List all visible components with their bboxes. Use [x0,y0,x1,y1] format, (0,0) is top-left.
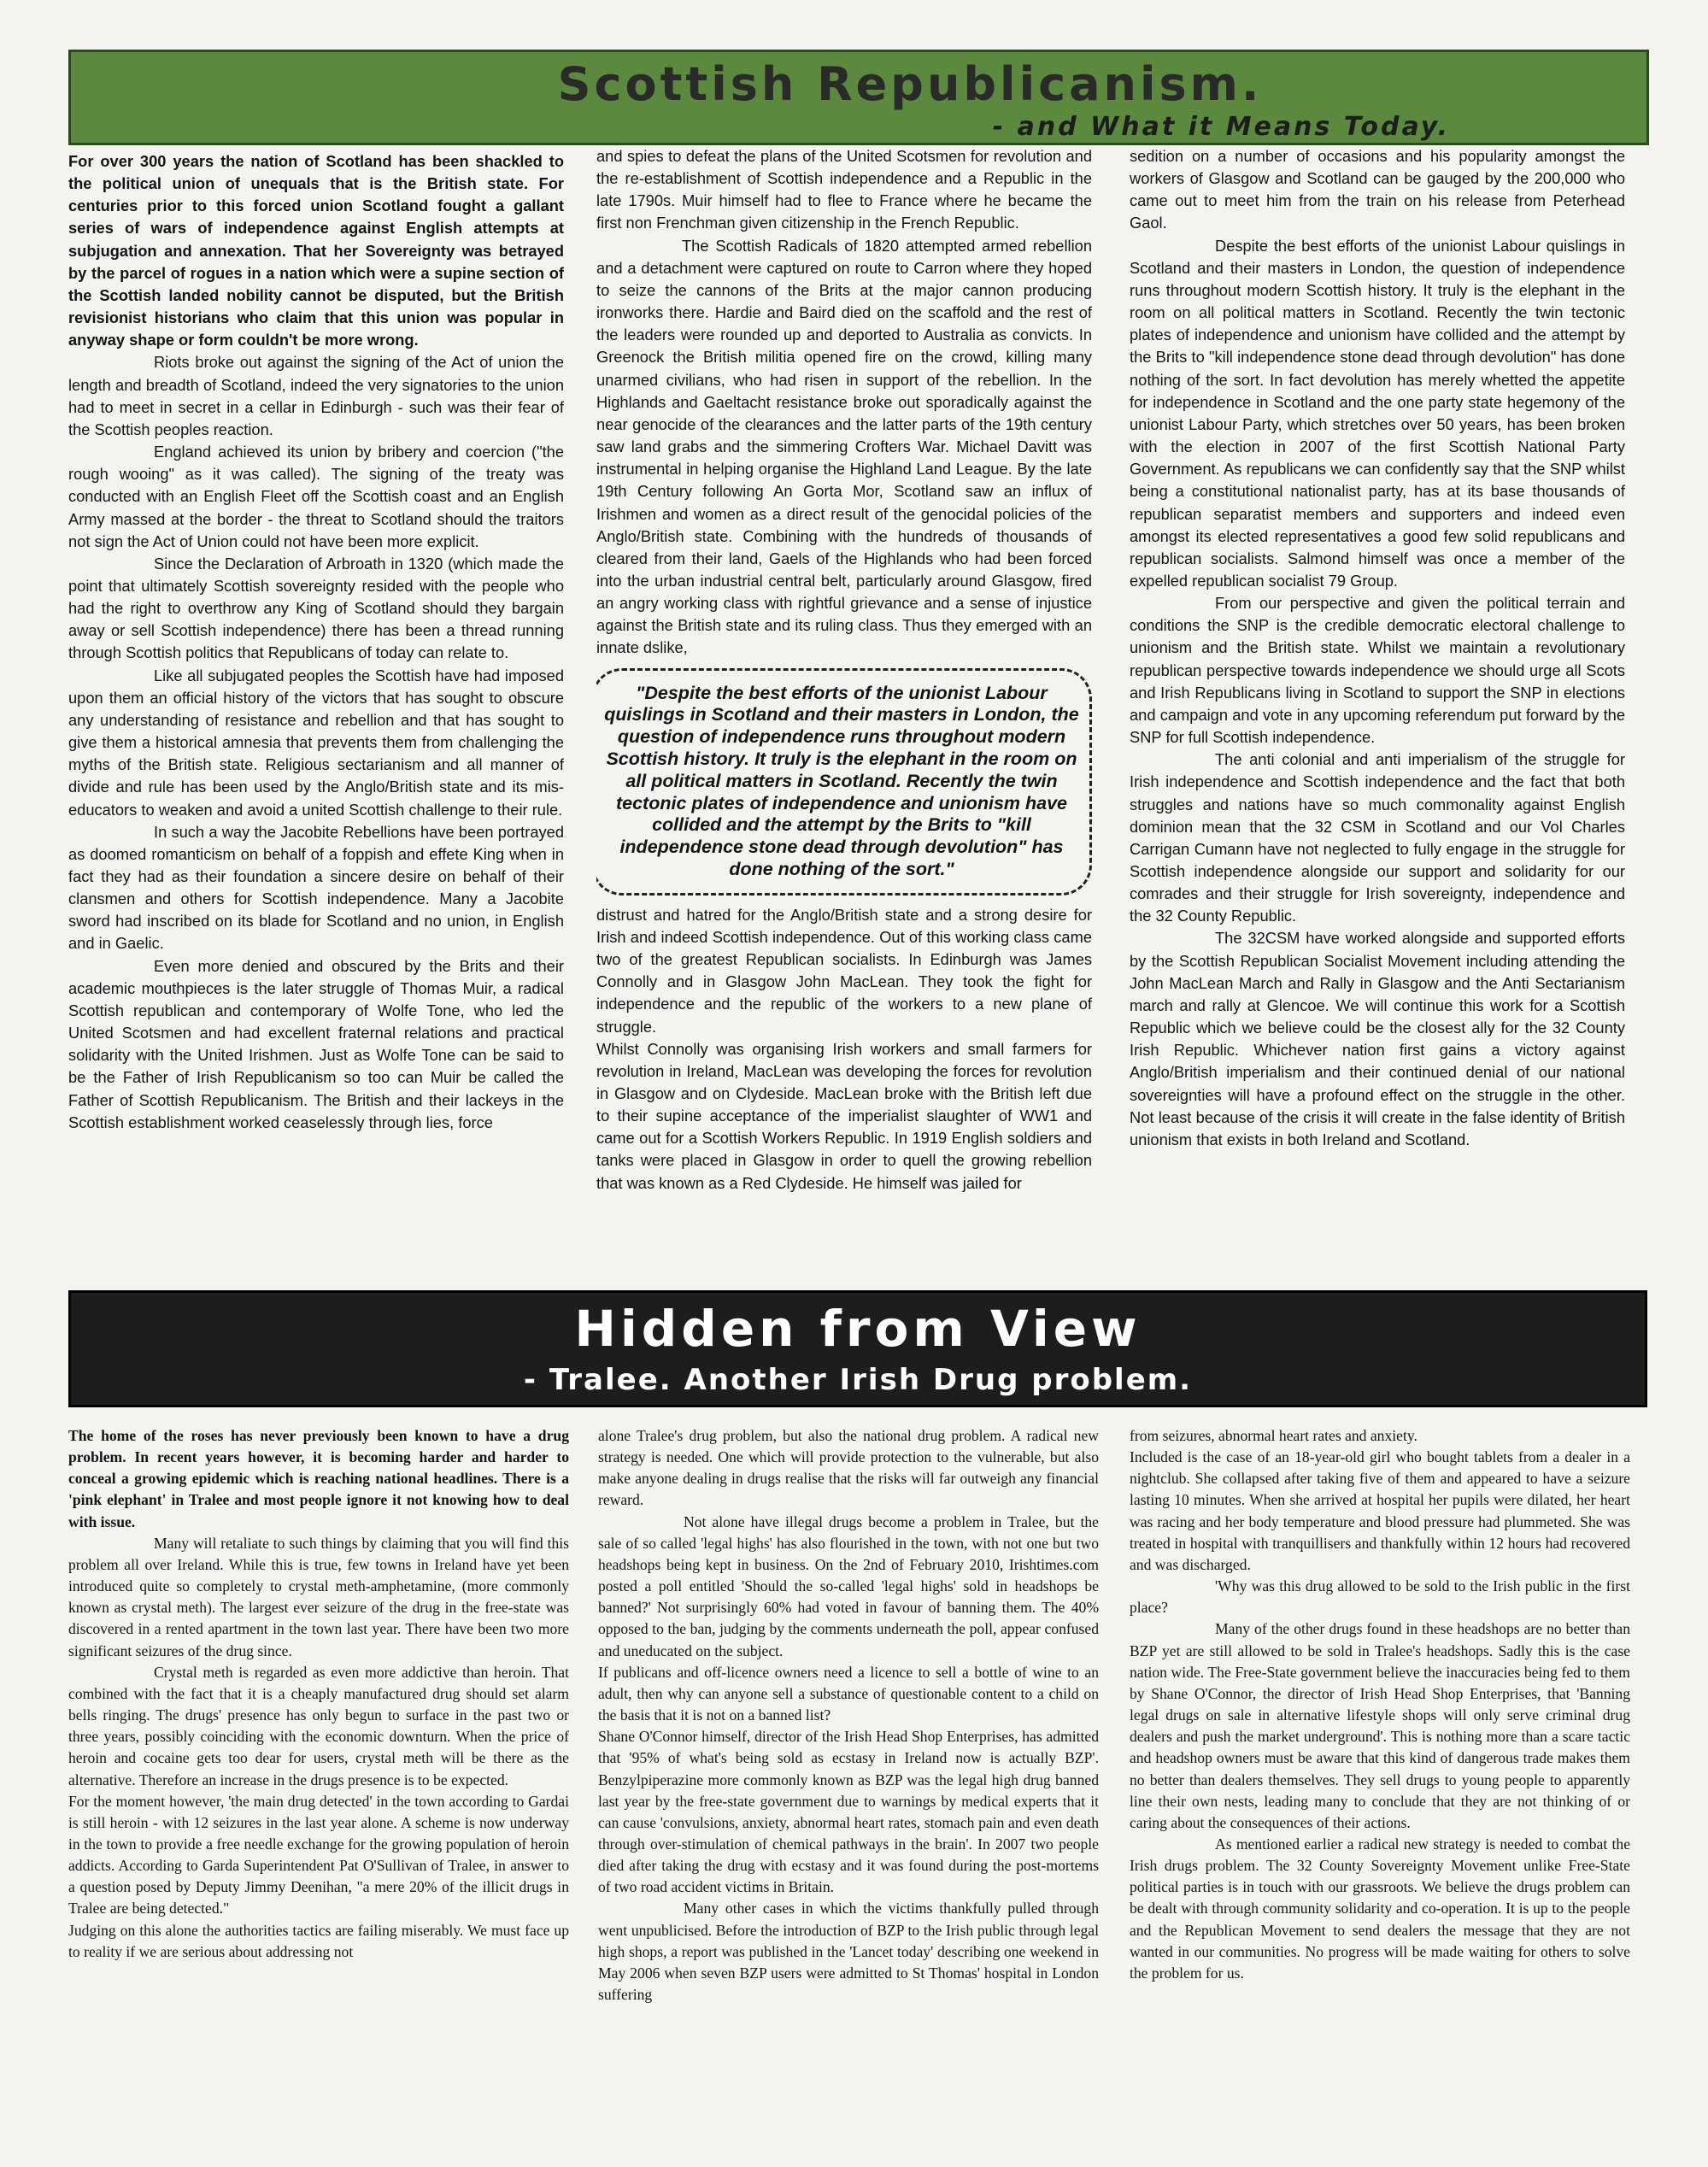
paragraph: Like all subjugated peoples the Scottish have had imposed upon them an official history of the victors that has sought to obscure any understanding of resistance and rebellion and that has sought to give them a historical amnesia that prevents them from challenging the myths of the British state. Religious sectarianism and all manner of divide and rule has been used by the Anglo/British state and its mis-educators to weaken and avoid a united Scottish challenge to their rule. [68,666,564,819]
article-banner-tralee [68,1290,1647,1407]
paragraph: Despite the best efforts of the unionist Labour quislings in Scotland and their masters in London, the question of independence runs throughout modern Scottish history. It truly is the elephant in the room on all political matters in Scotland. Recently the twin tectonic plates of independence and unionism have collided and the attempt by the Brits to "kill independence stone dead through devolution" has done nothing of the sort. In fact devolution has merely whetted the appetite for independence in Scotland and the one party state hegemony of the unionist Labour Party, which stretches over 50 years, has been broken with the election in 2007 of the first Scottish National Party Government. As republicans we can confidently say that the SNP whilst being a constitutional nationalist party, has at its base thousands of republican separatist members and supporters and indeed even amongst its elected representatives a good few solid republicans and republican socialists. Salmond himself was once a member of the expelled republican socialist 79 Group. [1130,236,1625,590]
text-column-1 [68,1425,569,2135]
article-title: Hidden from View [574,1300,1142,1358]
text-column-2 [598,1425,1099,2135]
article-subtitle: - Tralee. Another Irish Drug problem. [523,1363,1193,1397]
paragraph: from seizures, abnormal heart rates and anxiety. [1130,1427,1417,1444]
paragraph: Not alone have illegal drugs become a problem in Tralee, but the sale of so called 'legal highs' has also flourished in the town, with not one but two headshops being kept in business. On the 2nd of February 2010, Irishtimes.com posted a poll entitled 'Should the so-called 'legal highs' sold in headshops be banned?' Not surprisingly 60% had voted in favour of banning them. The 40% opposed to the ban, judging by the comments underneath the poll, appear confused and uneducated on the subject. [598,1512,1099,1659]
paragraph: As mentioned earlier a radical new strategy is needed to combat the Irish drugs problem. The 32 County Sovereignty Movement unlike Free-State political parties is in touch with our grassroots. We believe the drugs problem can be dealt with through community solidarity and co-operation. It is up to the people and the Republican Movement to send dealers the message that they are not wanted in our communities. No progress will be made waiting for others to solve the problem for us. [1130,1835,1630,1982]
article-body-tralee [68,1425,1632,2135]
paragraph: Many will retaliate to such things by claiming that you will find this problem all over Ireland. While this is true, few towns in Ireland have yet been introduced quite so completely to crystal meth-amphetamine, (more commonly known as crystal meth). The largest ever seizure of the drug in the free-state was discovered in a rented apartment in the town last year. There have been two more significant seizures of the drug since. [68,1534,569,1659]
paragraph: Whilst Connolly was organising Irish workers and small farmers for revolution in Ireland, MacLean was developing the forces for revolution in Glasgow and on Clydeside. MacLean broke with the British left due to their supine acceptance of the imperialist slaughter of WW1 and came out for a Scottish Workers Republic. In 1919 English soldiers and tanks were placed in Glasgow in order to quell the growing rebellion that was known as a Red Clydeside. He himself was jailed for [596,1039,1092,1192]
paragraph: The Scottish Radicals of 1820 attempted armed rebellion and a detachment were captured on route to Carron where they hoped to seize the cannons of the Brits at the major cannon producing ironworks there. Hardie and Baird died on the scaffold and the rest of the leaders were rounded up and deported to Australia as convicts. In Greenock the British militia opened fire on the crowd, killing many unarmed civilians, who had risen in support of the rebellion. In the Highlands and Gaeltacht resistance broke out sporadically against the near genocide of the clearances and the latter parts of the 19th century saw land grabs and the simmering Crofters War. Michael Davitt was instrumental in helping organise the Highland Land League. By the late 19th Century following An Gorta Mor, Scotland saw an influx of Irishmen and women as a direct result of the genocidal policies of the Anglo/British state. Combining with the hundreds of thousands of cleared from their land, Gaels of the Highlands who had been forced into the urban industrial central belt, particularly around Glasgow, fired an angry working class with rightful grievance and a sense of injustice against the British state and its ruling class. Thus they emerged with an innate dslike, [596,236,1092,657]
paragraph: Included is the case of an 18-year-old girl who bought tablets from a dealer in a nightclub. She collapsed after taking five of them and appeared to have a seizure lasting 10 minutes. When she arrived at hospital her pupils were dilated, her heart was racing and her body temperature and blood pressure had plummeted. She was treated in hospital with tranquillisers and thankfully within 12 hours had recovered and was discharged. [1130,1448,1630,1573]
paragraph: Many of the other drugs found in these headshops are no better than BZP yet are still allowed to be sold in Tralee's headshops. Sadly this is the case nation wide. The Free-State government believe the inaccuracies being fed to them by Shane O'Connor, the director of Irish Head Shop Enterprises, that 'Banning legal drugs on sale in alternative lifestyle shops will only serve criminal drug dealers and push the market underground'. This is nothing more than a scare tactic and headshop owners must be aware that this kind of dangerous trade makes them no better than dealers themselves. They sell drugs to young people to apparently line their own nests, leading many to conclude that they are not thinking of or caring about the consequences of their actions. [1130,1620,1630,1831]
paragraph: For the moment however, 'the main drug detected' in the town according to Gardai is still heroin - with 12 seizures in the last year alone. A scheme is now underway in the town to provide a free needle exchange for the growing population of heroin addicts. According to Garda Superintendent Pat O'Sullivan of Tralee, in answer to a question posed by Deputy Jimmy Deenihan, "a mere 20% of the illicit drugs in Tralee are being detected." [68,1792,569,1917]
paragraph: alone Tralee's drug problem, but also the national drug problem. A radical new strategy is needed. One which will provide protection to the vulnerable, but also make anyone dealing in drugs realise that the risks will far outweigh any financial reward. [598,1427,1099,1509]
paragraph: Since the Declaration of Arbroath in 1320 (which made the point that ultimately Scottish sovereignty resided with the people who had the right to overthrow any King of Scotland should they bargain away or sell Scottish independence) there has been a thread running through Scottish politics that Republicans of today can relate to. [68,554,564,662]
paragraph: England achieved its union by bribery and coercion ("the rough wooing" as it was called). The signing of the treaty was conducted with an English Fleet off the Scottish coast and an English Army massed at the border - the threat to Scotland should the traitors not sign the Act of Union could not have been more explicit. [68,443,564,550]
text-column-2 [596,145,1092,1269]
paragraph: and spies to defeat the plans of the United Scotsmen for revolution and the re-establishment of Scottish independence and a Republic in the late 1790s. Muir himself had to flee to France where he became the first non Frenchman given citizenship in the French Republic. [596,147,1092,232]
paragraph: The 32CSM have worked alongside and supported efforts by the Scottish Republican Socialist Movement including attending the John MacLean March and Rally in Glasgow and the Anti Sectarianism march and rally at Glencoe. We will continue this work for a Scottish Republic which we believe could be the closest ally for the 32 County Irish Republic. Whichever nation first gains a victory against Anglo/British imperialism and their continued denial of our national sovereignties will have a profound effect on the struggle in the other. Not least because of the crisis it will create in the false identity of British unionism that exists in both Ireland and Scotland. [1130,929,1625,1148]
paragraph: Riots broke out against the signing of the Act of union the length and breadth of Scotland, indeed the very signatories to the union had to meet in secret in a cellar in Edinburgh - such was their fear of the Scottish peoples reaction. [68,353,564,438]
paragraph: distrust and hatred for the Anglo/British state and a strong desire for Irish and indeed Scottish independence. Out of this working class came two of the greatest Republican socialists. In Edinburgh was James Connolly and in Glasgow John MacLean. They took the fight for independence and the republic of the workers to a new plane of struggle. [596,905,1092,1036]
paragraph: In such a way the Jacobite Rebellions have been portrayed as doomed romanticism on behalf of a foppish and effete King when in fact they had as their foundation a sincere desire on behalf of their clansmen and others for Scottish independence. Many a Jacobite sword had inscribed on its blade for Scotland and no union, in English and in Gaelic. [68,822,564,953]
article-body-scottish [68,147,1632,1274]
article-subtitle: - and What it Means Today. [992,112,1450,142]
text-column-1 [68,150,564,1274]
paragraph: Even more denied and obscured by the Brits and their academic mouthpieces is the later struggle of Thomas Muir, a radical Scottish republican and contemporary of Wolfe Tone, who led the United Scotsmen and had excellent fraternal relations and practical solidarity with the United Irishmen. Just as Wolfe Tone can be said to be the Father of Irish Republicanism so too can Muir be called the Father of Scottish Republicanism. The British and their lackeys in the Scottish establishment worked ceaselessly through lies, force [68,956,564,1131]
text-column-3 [1130,1425,1630,2135]
paragraph: From our perspective and given the political terrain and conditions the SNP is the credible democratic electoral challenge to unionism and the British state. Whilst we maintain a revolutionary republican perspective towards independence we should urge all Scots and Irish Republicans living in Scotland to support the SNP in elections and campaign and vote in any upcoming referendum put forward by the SNP for full Scottish independence. [1130,594,1625,747]
paragraph: Crystal meth is regarded as even more addictive than heroin. That combined with the fact that it is a cheaply manufactured drug should set alarm bells ringing. The drugs' presence has only begun to surface in the past two or three years, possibly coinciding with the economic downturn. When the price of heroin and cocaine gets too dear for users, crystal meth will be there as the alternative. Therefore an increase in the drugs presence is to be expected. [68,1663,569,1788]
pull-quote: "Despite the best efforts of the unionist Labour quislings in Scotland and their masters in London, the question of independence runs throughout modern Scottish history. It truly is the elephant in the room on all political matters in Scotland. Recently the twin tectonic plates of independence and unionism have collided and the attempt by the Brits to "kill independence stone dead through devolution" has done nothing of the sort." [596,668,1092,896]
article-title: Scottish Republicanism. [557,57,1263,111]
paragraph: sedition on a number of occasions and his popularity amongst the workers of Glasgow and Scotland can be gauged by the 200,000 who came out to meet him from the train on his release from Peterhead Gaol. [1130,147,1625,232]
lead-paragraph: For over 300 years the nation of Scotland has been shackled to the political union of unequals that is the British state. For centuries prior to this forced union Scotland fought a gallant series of wars of independence against English attempts at subjugation and annexation. That her Sovereignty was betrayed by the parcel of rogues in a nation which were a supine section of the Scottish landed nobility cannot be disputed, but the British revisionist historians who claim that this union was popular in anyway shape or form couldn't be more wrong. [68,152,564,349]
article-banner-scottish [68,50,1649,145]
text-column-3 [1130,145,1625,1269]
paragraph: Shane O'Connor himself, director of the Irish Head Shop Enterprises, has admitted that '95% of what's being sold as ecstasy in Ireland now is actually BZP'. Benzylpiperazine more commonly known as BZP was the legal high drug banned last year by the free-state government due to warnings by medical experts that it can cause 'convulsions, anxiety, abnormal heart rates, stomach pain and even death through over-stimulation of chemical pathways in the brain'. In 2007 two people died after taking the drug with ecstasy and it was found during the post-mortems of two road accident victims in Britain. [598,1728,1099,1896]
paragraph: Judging on this alone the authorities tactics are failing miserably. We must face up to reality if we are serious about addressing not [68,1921,569,1960]
lead-paragraph: The home of the roses has never previously been known to have a drug problem. In recent years however, it is becoming harder and harder to conceal a growing epidemic which is reaching national headlines. There is a 'pink elephant' in Tralee and most people ignore it not knowing how to deal with issue. [68,1427,569,1530]
paragraph: 'Why was this drug allowed to be sold to the Irish public in the first place? [1130,1577,1630,1617]
paragraph: Many other cases in which the victims thankfully pulled through went unpublicised. Before the introduction of BZP to the Irish public through legal high shops, a report was published in the 'Lancet today' describing one weekend in May 2006 when seven BZP users were admitted to St Thomas' hospital in London suffering [598,1900,1099,2004]
paragraph: If publicans and off-licence owners need a licence to sell a bottle of wine to an adult, then why can anyone sell a substance of questionable content to a child on the basis that it is not on a banned list? [598,1663,1099,1724]
paragraph: The anti colonial and anti imperialism of the struggle for Irish independence and Scottish independence and the fact that both struggles and nations have so much commonality against English dominion mean that the 32 CSM in Scotland and our Vol Charles Carrigan Cumann have not neglected to fully engage in the struggle for Scottish independence alongside our support and solidarity for our comrades and their struggle for Irish sovereignty, independence and the 32 County Republic. [1130,750,1625,925]
